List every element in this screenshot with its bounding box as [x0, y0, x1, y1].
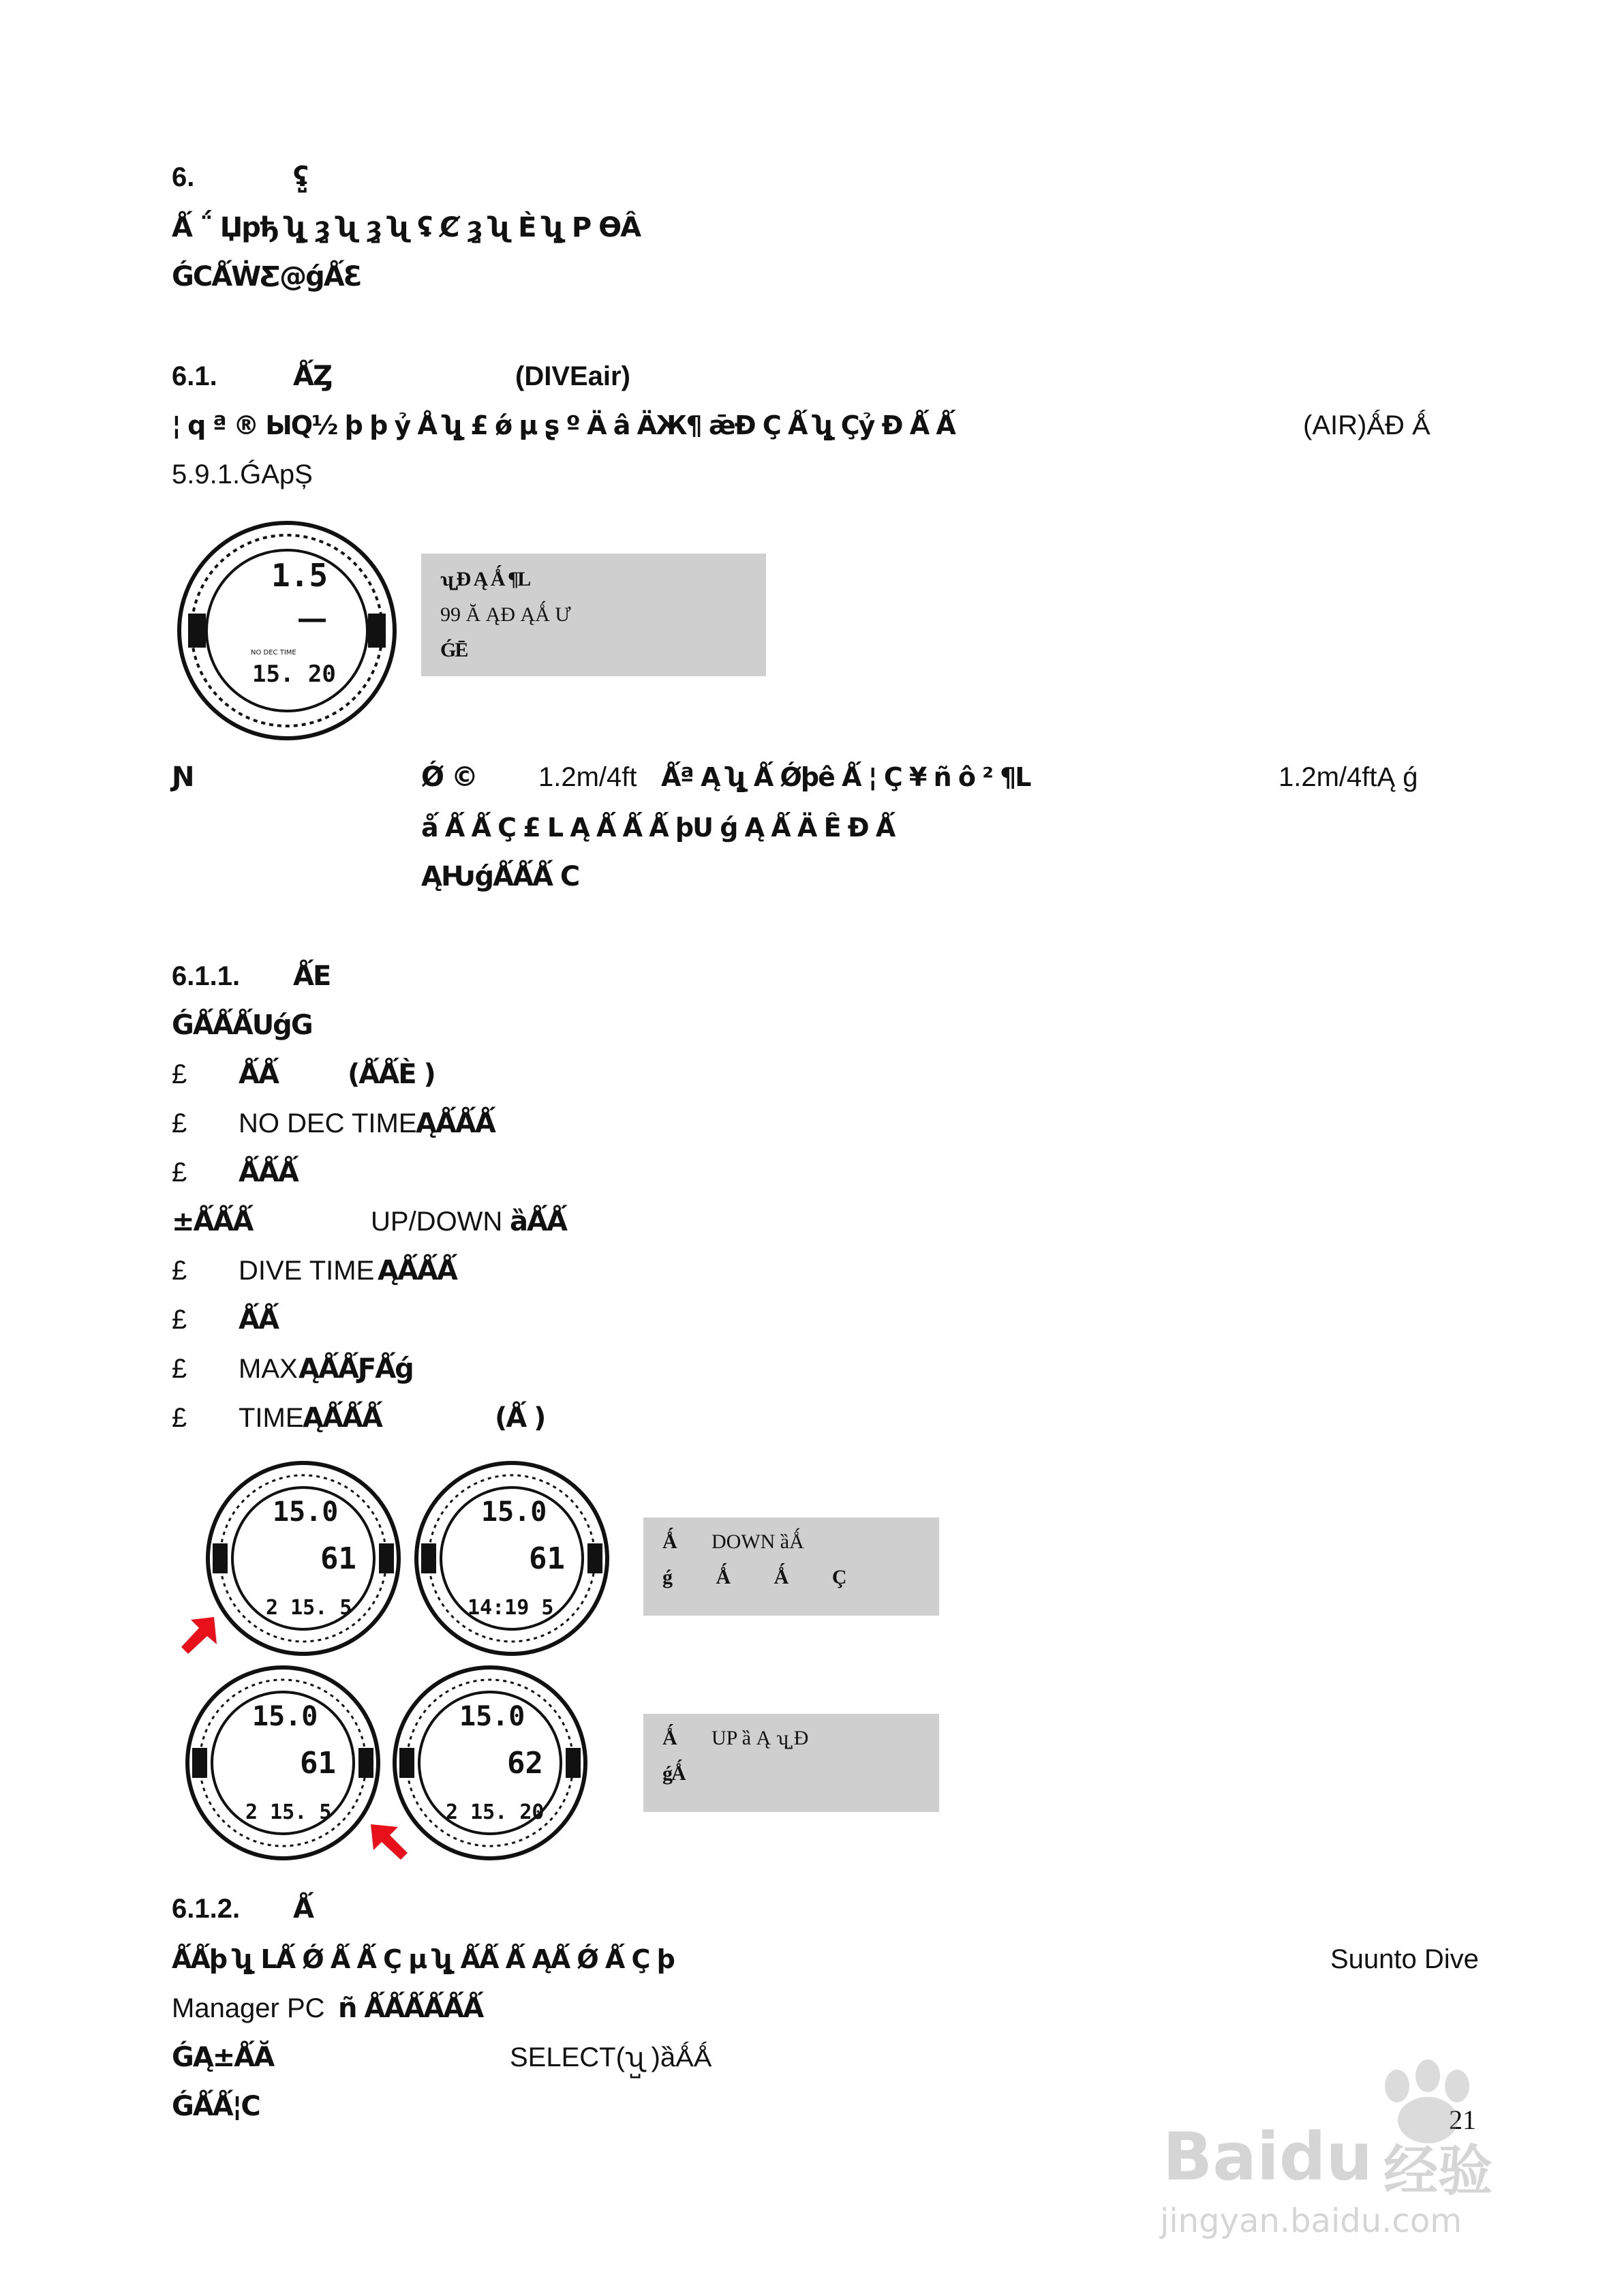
watch-4-depth: 15.0: [459, 1701, 525, 1732]
watch-2: [413, 1456, 611, 1661]
note-line-3: ĄǶǵǺǺǺ C: [421, 861, 579, 892]
note-line-1-c: Ǻª Ą ʯ̺ Ǻ Ǿþê Ǻ ¦ Ç ¥ ñ ô ² ¶L: [661, 762, 1030, 792]
red-arrow-icon: [368, 1822, 409, 1862]
watch-2-value: 61: [529, 1541, 565, 1576]
display-note-3-b: UP ȁ Ą ʯ̺ Ð: [711, 1727, 809, 1749]
section-6-1-1-title: ǺE: [293, 961, 331, 992]
display-note-3-line-2: ǵǺ: [662, 1762, 685, 1785]
display-note-box-2: [643, 1517, 939, 1616]
dive-computer-illustration: [176, 518, 398, 743]
svg-text:NO DEC TIME: NO DEC TIME: [251, 649, 296, 656]
section-6-line-2: ǴCǺẆƸ@ǵǺƐ: [172, 261, 361, 292]
note-line-2: ǻ Ǻ Ǻ Ç £ L Ą Ǻ Ǻ Ǻ þU ǵ Ą Ǻ Ä Ê Ð Ǻ: [421, 813, 895, 843]
updown-prefix: ±ǺǺǺ: [172, 1206, 253, 1237]
section-6-line-1: Ǻ ΅ Џрђ ʯ̺ ȝ̺ ʯ ȝ̺ ʯ ʢ Ȼ ȝ̺ ʯ Ѐ ʯ̺ P ϴÂ: [172, 212, 641, 243]
bullet-6-tail: ĄǺǺƑǺǵ: [299, 1353, 413, 1385]
display-note-1-line-3: ǴĒ: [440, 639, 468, 661]
bullet-7-paren: (Ǻ ): [495, 1402, 545, 1434]
watch-1-value: 61: [320, 1541, 356, 1576]
section-6-1-2-number: 6.1.2.: [172, 1894, 241, 1924]
bullet-4-tail: ĄǺǺǺ: [378, 1255, 457, 1286]
watch-2-bottom: 14:19 5: [468, 1596, 554, 1620]
bullet-7-text: TIME: [239, 1403, 304, 1433]
section-6-1-air-label: (AIR)ǺÐ Ǻ: [1303, 410, 1430, 440]
bullet-5-text: ǺǺ: [239, 1304, 278, 1335]
section-6-1-2-select: SELECT(ʯ̺ )ȁǺǺ: [510, 2042, 712, 2072]
display-note-3-a: Ǻ: [662, 1727, 676, 1749]
bullet-7-symbol: £: [172, 1403, 187, 1433]
svg-text:15. 20: 15. 20: [252, 661, 336, 688]
section-6-1-line-2: 5.9.1.ǴАрȘ: [172, 459, 313, 489]
note-label: Ɲ: [172, 761, 194, 793]
watch-3-depth: 15.0: [252, 1701, 318, 1732]
note-line-1-b: 1.2m/4ft: [538, 762, 637, 792]
watch-3-value: 61: [300, 1746, 336, 1781]
note-line-1-d: 1.2m/4ftĄ ǵ: [1279, 762, 1418, 792]
bullet-7-tail: ĄǺǺǺ: [303, 1402, 382, 1434]
display-note-2-line-2: ǵ Ǻ Ǻ Ç: [662, 1566, 846, 1588]
section-6-1-number: 6.1.: [172, 361, 217, 391]
display-note-box-3: [643, 1714, 939, 1812]
section-6-1-2-title: Ǻ: [293, 1893, 313, 1924]
bullet-5-symbol: £: [172, 1305, 187, 1335]
section-6-1-title: ǺȤ: [293, 361, 331, 392]
section-6-1-diveair: (DIVEair): [515, 361, 630, 391]
bullet-1-text: ǺǺ: [239, 1059, 278, 1090]
page-number: 21: [1449, 2104, 1476, 2135]
updown-text: UP/DOWN: [371, 1207, 503, 1237]
section-6-1-2-manager: Manager PC: [172, 1993, 325, 2023]
section-6-title: ʢ̺: [293, 162, 307, 193]
watch-1: [204, 1456, 402, 1661]
bullet-2-text: NO DEC TIME: [239, 1108, 417, 1138]
watch-depth-readout: 1.5: [271, 557, 328, 594]
red-arrow-icon: [179, 1614, 219, 1655]
section-6-1-line-1: ¦ q ª ® ЫQ½ þ þ ỷ Å ʯ̺ £ ǿ µ ʂ º Ä â ÄЖ¶ ǣĐ Ç Ǻ ʯ̺ Çỷ Ð Ǻ Ǻ: [172, 410, 955, 440]
display-note-2-b: DOWN ȁǺ: [711, 1530, 804, 1553]
section-6-1-2-line-4: ǴǺǺ¦C: [172, 2091, 260, 2122]
section-6-1-2-line-1: ǺǺþ ʯ̺ LǺ Ǿ Ǻ Ǻ Ç µ ʯ̺ ǺǺ Ǻ ĄǺ Ǿ Ǻ Ç þ: [172, 1944, 674, 1974]
baidu-watermark: [1159, 2045, 1527, 2250]
section-6-number: 6.: [172, 162, 195, 192]
bullet-3-symbol: £: [172, 1158, 187, 1188]
watch-3-bottom: 2 15. 5: [245, 1800, 332, 1824]
watermark-brand: Baidu: [1163, 2119, 1373, 2195]
section-6-1-2-suunto: Suunto Dive: [1330, 1944, 1479, 1974]
section-6-1-1-number: 6.1.1.: [172, 961, 241, 991]
watermark-url: jingyan.baidu.com: [1160, 2202, 1462, 2240]
bullet-3-text: ǺǺǺ: [239, 1157, 298, 1188]
note-line-1-a: Ǿ ©: [421, 761, 477, 793]
watch-1-bottom: 2 15. 5: [266, 1596, 352, 1620]
dive-computer-image: [176, 518, 398, 743]
bullet-1-symbol: £: [172, 1059, 187, 1089]
watch-2-depth: 15.0: [481, 1496, 547, 1528]
bullet-1-tail: (ǺǺÈ ): [348, 1059, 435, 1090]
section-6-1-2-line-3-a: ǴĄ±ǺĂ: [172, 2042, 274, 2073]
watch-4-value: 62: [507, 1746, 543, 1781]
watch-1-depth: 15.0: [273, 1496, 339, 1528]
watch-3: [184, 1661, 382, 1865]
bullet-4-symbol: £: [172, 1256, 187, 1286]
section-6-1-2-line-2-rest: ñ ǺǺǺǺǺǺ: [338, 1993, 483, 2024]
section-6-1-1-intro: ǴǺǺǺUǵG: [172, 1010, 312, 1041]
watch-4: [391, 1661, 589, 1865]
updown-suffix: ȁǺǺ: [510, 1206, 566, 1237]
watermark-cn: 经验: [1383, 2139, 1493, 2203]
bullet-2-tail: ĄǺǺǺ: [416, 1108, 495, 1139]
display-note-1-line-1: ʯ̺ Ð Ą Ǻ ¶L: [440, 568, 530, 590]
watch-4-bottom: 2 15. 20: [446, 1800, 545, 1824]
bullet-4-text: DIVE TIME: [239, 1256, 375, 1286]
display-note-2-a: Ǻ: [662, 1530, 676, 1553]
bullet-6-symbol: £: [172, 1354, 187, 1384]
bullet-2-symbol: £: [172, 1108, 187, 1138]
display-note-1-line-2: 99 Ă ĄÐ ĄǺ Ư: [440, 603, 571, 626]
bullet-6-text: MAX: [239, 1354, 298, 1384]
display-note-box-1: [421, 554, 766, 676]
